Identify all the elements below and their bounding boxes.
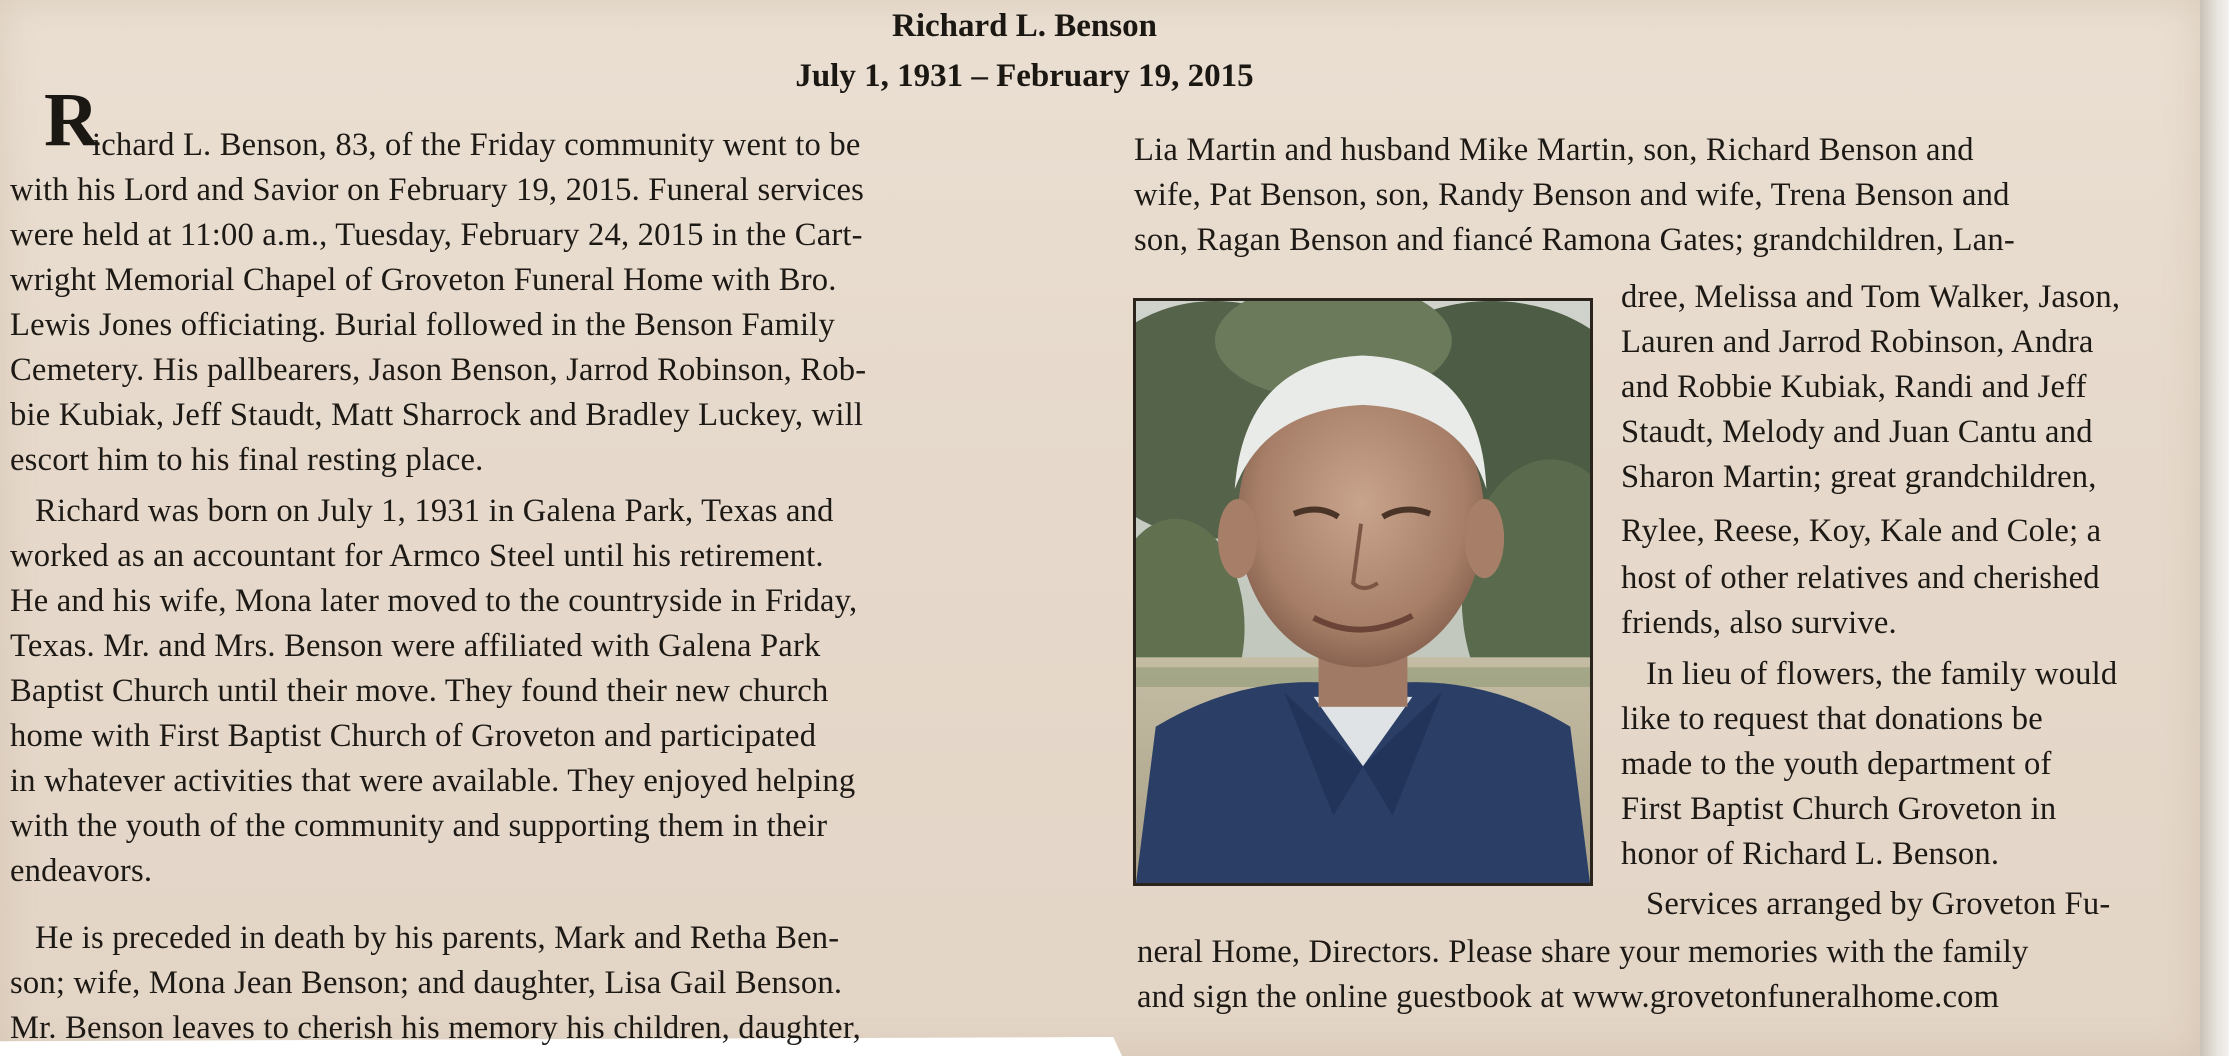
col1-line: ichard L. Benson, 83, of the Friday community went to be <box>92 127 861 163</box>
col1-line: endeavors. <box>10 853 153 889</box>
col2-line: Services arranged by Groveton Fu- <box>1621 886 2111 922</box>
obituary-dates-heading: July 1, 1931 – February 19, 2015 <box>795 58 1254 94</box>
col1-line: Richard was born on July 1, 1931 in Galena Park, Texas and <box>10 493 834 529</box>
scan-edge <box>2200 0 2229 1056</box>
col1-line: Lewis Jones officiating. Burial followed in the Benson Family <box>10 307 836 343</box>
col2-line: made to the youth department of <box>1621 746 2052 782</box>
col1-line: son; wife, Mona Jean Benson; and daughter, Lisa Gail Benson. <box>10 965 843 1001</box>
col2-line: Sharon Martin; great grandchildren, <box>1621 459 2097 495</box>
col1-line: were held at 11:00 a.m., Tuesday, February 24, 2015 in the Cart- <box>10 217 863 253</box>
col1-line: Texas. Mr. and Mrs. Benson were affiliated with Galena Park <box>10 628 821 664</box>
col2-line: Lia Martin and husband Mike Martin, son, Richard Benson and <box>1134 132 1974 168</box>
col2-line: First Baptist Church Groveton in <box>1621 791 2057 827</box>
col1-line: escort him to his final resting place. <box>10 442 484 478</box>
col2-line: son, Ragan Benson and fiancé Ramona Gates; grandchildren, Lan- <box>1134 222 2015 258</box>
col2-line: dree, Melissa and Tom Walker, Jason, <box>1621 279 2121 315</box>
col2-line: wife, Pat Benson, son, Randy Benson and wife, Trena Benson and <box>1134 177 2010 213</box>
col2-line: and Robbie Kubiak, Randi and Jeff <box>1621 369 2087 405</box>
col2-line: like to request that donations be <box>1621 701 2043 737</box>
col2-line: host of other relatives and cherished <box>1621 560 2100 596</box>
col1-line: worked as an accountant for Armco Steel until his retirement. <box>10 538 824 574</box>
obituary-name-heading: Richard L. Benson <box>892 8 1157 44</box>
col2-line: Staudt, Melody and Juan Cantu and <box>1621 414 2093 450</box>
col1-line: He and his wife, Mona later moved to the countryside in Friday, <box>10 583 858 619</box>
portrait-photo <box>1133 298 1593 886</box>
col2-line: In lieu of flowers, the family would <box>1621 656 2118 692</box>
drop-cap-letter: R <box>44 78 99 162</box>
col1-line: Cemetery. His pallbearers, Jason Benson, Jarrod Robinson, Rob- <box>10 352 867 388</box>
col1-line: Mr. Benson leaves to cherish his memory his children, daughter, <box>10 1010 861 1046</box>
col1-line: with his Lord and Savior on February 19, 2015. Funeral services <box>10 172 865 208</box>
col2-line: Rylee, Reese, Koy, Kale and Cole; a <box>1621 513 2102 549</box>
col2-line: Lauren and Jarrod Robinson, Andra <box>1621 324 2094 360</box>
col1-line: He is preceded in death by his parents, Mark and Retha Ben- <box>10 920 840 956</box>
col2-line: and sign the online guestbook at www.grovetonfuneralhome.com <box>1137 979 2000 1015</box>
col1-line: wright Memorial Chapel of Groveton Funeral Home with Bro. <box>10 262 837 298</box>
col1-line: bie Kubiak, Jeff Staudt, Matt Sharrock and Bradley Luckey, will <box>10 397 864 433</box>
col2-line: honor of Richard L. Benson. <box>1621 836 2000 872</box>
col1-line: with the youth of the community and supporting them in their <box>10 808 828 844</box>
col1-line: home with First Baptist Church of Groveton and participated <box>10 718 817 754</box>
col1-line: in whatever activities that were available. They enjoyed helping <box>10 763 856 799</box>
col2-line: neral Home, Directors. Please share your memories with the family <box>1137 934 2029 970</box>
col2-line: friends, also survive. <box>1621 605 1897 641</box>
col1-line: Baptist Church until their move. They found their new church <box>10 673 829 709</box>
